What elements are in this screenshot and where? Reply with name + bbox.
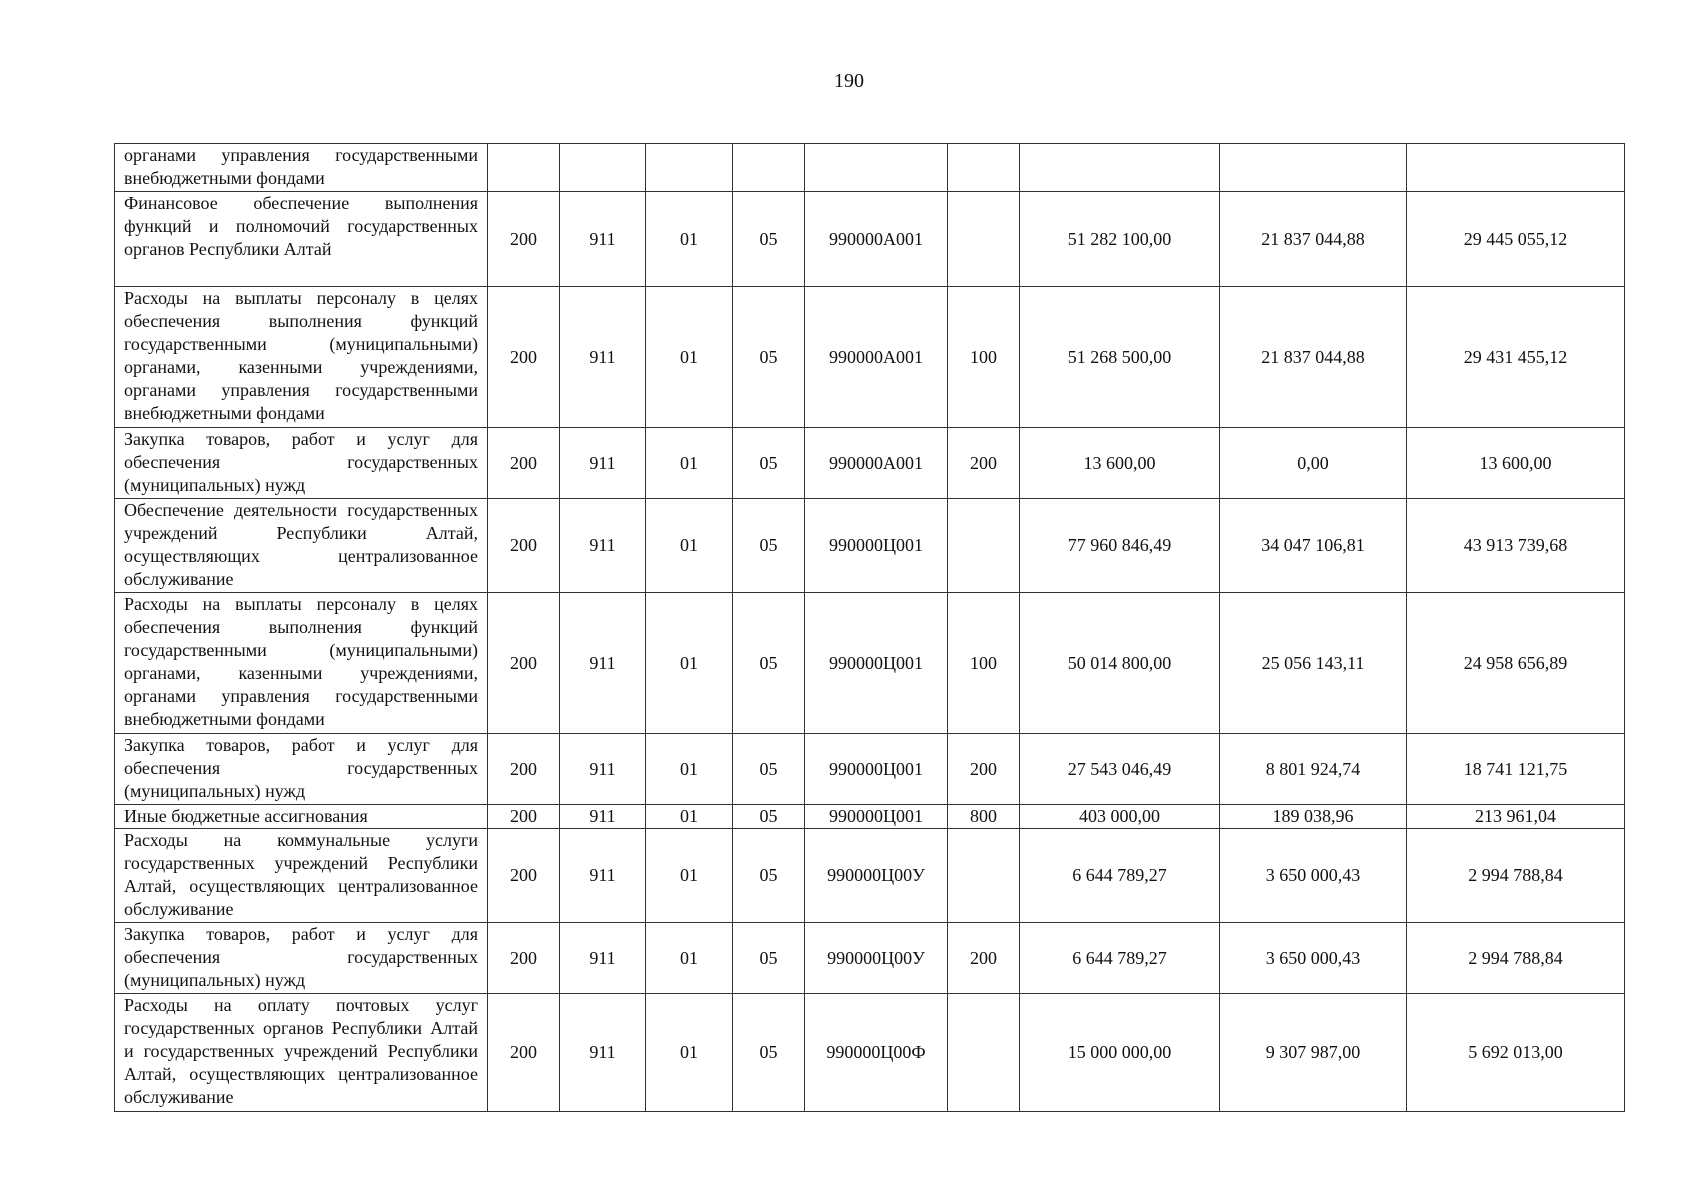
cell-code: 200	[488, 287, 560, 428]
cell-amount: 29 431 455,12	[1407, 287, 1625, 428]
cell-code: 05	[733, 287, 805, 428]
cell-code: 200	[488, 805, 560, 829]
cell-amount: 34 047 106,81	[1220, 499, 1407, 593]
cell-code: 911	[560, 923, 646, 994]
table-row	[115, 287, 1625, 428]
cell-code: 200	[488, 192, 560, 287]
cell-amount: 6 644 789,27	[1020, 829, 1220, 923]
cell-code: 200	[488, 593, 560, 734]
table-row	[115, 923, 1625, 994]
cell-code: 990000Ц00У	[805, 829, 948, 923]
cell-code: 100	[948, 287, 1020, 428]
cell-code: 200	[948, 734, 1020, 805]
cell-amount	[1407, 144, 1625, 192]
cell-code: 200	[488, 428, 560, 499]
cell-code: 990000Ц001	[805, 734, 948, 805]
cell-amount: 6 644 789,27	[1020, 923, 1220, 994]
row-description: Расходы на выплаты персоналу в целях обеспечения выполнения функций государственными (муниципальными) органами, казенными учреждениями, органами управления государственными внебюджетными фондами	[115, 287, 488, 428]
cell-code	[948, 829, 1020, 923]
cell-code: 911	[560, 499, 646, 593]
cell-code: 100	[948, 593, 1020, 734]
cell-amount: 27 543 046,49	[1020, 734, 1220, 805]
cell-code: 200	[488, 994, 560, 1112]
row-description: Расходы на оплату почтовых услуг государственных органов Республики Алтай и государственных учреждений Республики Алтай, осуществляющих централизованное обслуживание	[115, 994, 488, 1112]
cell-amount: 50 014 800,00	[1020, 593, 1220, 734]
cell-code	[488, 144, 560, 192]
cell-amount: 2 994 788,84	[1407, 923, 1625, 994]
cell-code: 200	[488, 499, 560, 593]
cell-code: 911	[560, 805, 646, 829]
cell-amount: 21 837 044,88	[1220, 192, 1407, 287]
cell-code: 911	[560, 593, 646, 734]
cell-code: 200	[948, 428, 1020, 499]
table-row	[115, 734, 1625, 805]
row-description: Финансовое обеспечение выполнения функций и полномочий государственных органов Республики Алтай	[115, 192, 488, 287]
cell-code: 01	[646, 829, 733, 923]
cell-code: 911	[560, 829, 646, 923]
table-row	[115, 192, 1625, 287]
cell-amount: 51 282 100,00	[1020, 192, 1220, 287]
cell-code	[646, 144, 733, 192]
cell-code: 05	[733, 499, 805, 593]
cell-code: 01	[646, 923, 733, 994]
cell-code: 200	[488, 734, 560, 805]
cell-amount: 51 268 500,00	[1020, 287, 1220, 428]
cell-code	[560, 144, 646, 192]
cell-code: 01	[646, 499, 733, 593]
cell-code: 01	[646, 287, 733, 428]
cell-code: 990000Ц001	[805, 805, 948, 829]
row-description: Закупка товаров, работ и услуг для обеспечения государственных (муниципальных) нужд	[115, 734, 488, 805]
cell-code: 990000А001	[805, 428, 948, 499]
budget-table	[114, 143, 1625, 1112]
cell-code: 990000А001	[805, 287, 948, 428]
table-row	[115, 829, 1625, 923]
table-row	[115, 805, 1625, 829]
table-row	[115, 144, 1625, 192]
cell-code: 05	[733, 192, 805, 287]
cell-amount: 3 650 000,43	[1220, 829, 1407, 923]
cell-code: 990000Ц00Ф	[805, 994, 948, 1112]
cell-amount	[1220, 144, 1407, 192]
cell-amount: 21 837 044,88	[1220, 287, 1407, 428]
cell-amount: 13 600,00	[1407, 428, 1625, 499]
cell-amount: 9 307 987,00	[1220, 994, 1407, 1112]
cell-code: 990000Ц001	[805, 499, 948, 593]
cell-code	[948, 994, 1020, 1112]
cell-code: 200	[488, 923, 560, 994]
page-number: 190	[834, 70, 864, 92]
cell-code: 01	[646, 734, 733, 805]
cell-code: 800	[948, 805, 1020, 829]
row-description: Расходы на коммунальные услуги государственных учреждений Республики Алтай, осуществляющих централизованное обслуживание	[115, 829, 488, 923]
cell-code: 05	[733, 829, 805, 923]
table-row	[115, 499, 1625, 593]
cell-code: 911	[560, 734, 646, 805]
cell-amount: 15 000 000,00	[1020, 994, 1220, 1112]
cell-amount: 29 445 055,12	[1407, 192, 1625, 287]
row-description: Закупка товаров, работ и услуг для обеспечения государственных (муниципальных) нужд	[115, 923, 488, 994]
cell-code	[805, 144, 948, 192]
table-row	[115, 428, 1625, 499]
cell-code: 05	[733, 734, 805, 805]
cell-code: 200	[948, 923, 1020, 994]
cell-amount: 18 741 121,75	[1407, 734, 1625, 805]
cell-code: 05	[733, 805, 805, 829]
row-description: Обеспечение деятельности государственных учреждений Республики Алтай, осуществляющих централизованное обслуживание	[115, 499, 488, 593]
cell-code: 05	[733, 428, 805, 499]
cell-amount: 3 650 000,43	[1220, 923, 1407, 994]
cell-code: 200	[488, 829, 560, 923]
cell-code: 911	[560, 428, 646, 499]
cell-amount: 2 994 788,84	[1407, 829, 1625, 923]
cell-code	[948, 144, 1020, 192]
table-row	[115, 593, 1625, 734]
cell-code	[948, 499, 1020, 593]
cell-code	[948, 192, 1020, 287]
row-description: Расходы на выплаты персоналу в целях обеспечения выполнения функций государственными (муниципальными) органами, казенными учреждениями, органами управления государственными внебюджетными фондами	[115, 593, 488, 734]
cell-code: 05	[733, 994, 805, 1112]
cell-code	[733, 144, 805, 192]
cell-code: 990000Ц00У	[805, 923, 948, 994]
row-description: Иные бюджетные ассигнования	[115, 805, 488, 829]
cell-code: 01	[646, 593, 733, 734]
cell-amount: 213 961,04	[1407, 805, 1625, 829]
cell-code: 911	[560, 994, 646, 1112]
cell-code: 05	[733, 923, 805, 994]
cell-amount: 8 801 924,74	[1220, 734, 1407, 805]
cell-code: 990000Ц001	[805, 593, 948, 734]
cell-amount: 24 958 656,89	[1407, 593, 1625, 734]
cell-amount: 189 038,96	[1220, 805, 1407, 829]
cell-amount: 13 600,00	[1020, 428, 1220, 499]
row-description: Закупка товаров, работ и услуг для обеспечения государственных (муниципальных) нужд	[115, 428, 488, 499]
row-description: органами управления государственными внебюджетными фондами	[115, 144, 488, 192]
cell-amount: 5 692 013,00	[1407, 994, 1625, 1112]
cell-code: 01	[646, 192, 733, 287]
cell-amount	[1020, 144, 1220, 192]
cell-code: 911	[560, 192, 646, 287]
cell-code: 911	[560, 287, 646, 428]
table-row	[115, 994, 1625, 1112]
cell-amount: 0,00	[1220, 428, 1407, 499]
cell-code: 05	[733, 593, 805, 734]
cell-code: 01	[646, 428, 733, 499]
cell-code: 01	[646, 805, 733, 829]
cell-amount: 25 056 143,11	[1220, 593, 1407, 734]
cell-amount: 43 913 739,68	[1407, 499, 1625, 593]
cell-amount: 403 000,00	[1020, 805, 1220, 829]
cell-code: 01	[646, 994, 733, 1112]
cell-code: 990000А001	[805, 192, 948, 287]
cell-amount: 77 960 846,49	[1020, 499, 1220, 593]
